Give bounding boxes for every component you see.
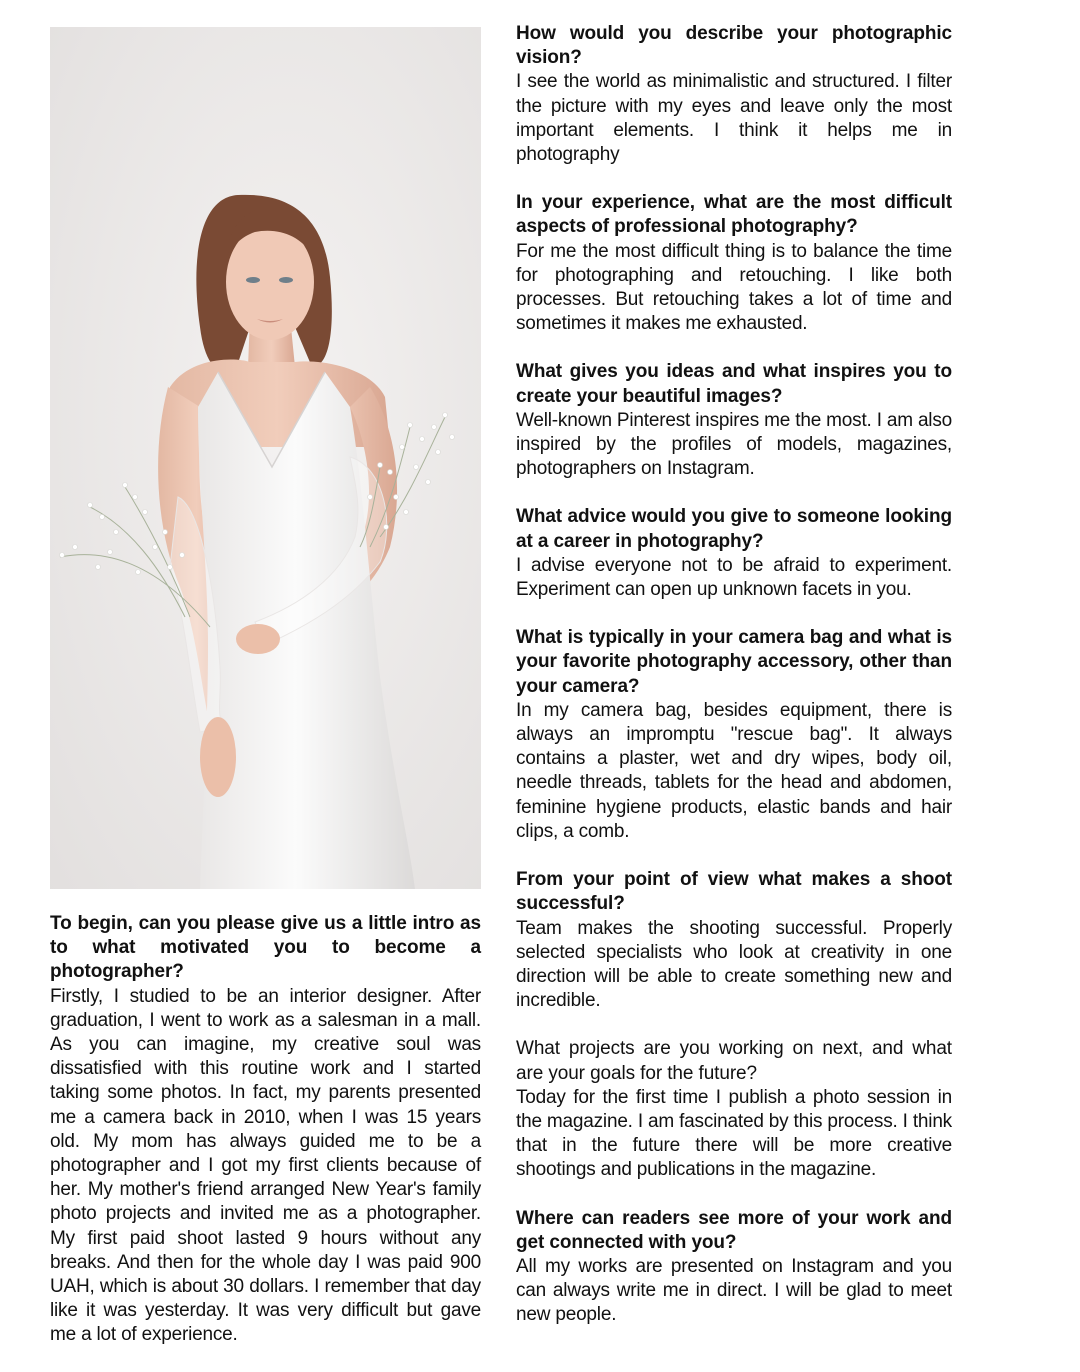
right-column: [516, 22, 952, 1352]
answer: All my works are presented on Instagram and you can always write me in direct. I will be glad to meet new people.: [516, 1255, 952, 1326]
question: Where can readers see more of your work and get connected with you?: [516, 1207, 952, 1253]
left-column: [50, 912, 481, 1372]
qa-connect: [516, 1207, 952, 1328]
question: What is typically in your camera bag and what is your favorite photography accessory, other than your camera?: [516, 627, 952, 697]
qa-camera-bag: [516, 626, 952, 844]
question: From your point of view what makes a shoot successful?: [516, 869, 952, 915]
answer: For me the most difficult thing is to balance the time for photographing and retouching. I like both processes. But retouching takes a lot of time and sometimes it makes me exhausted.: [516, 240, 952, 335]
answer: I see the world as minimalistic and structured. I filter the picture with my eyes and leave only the most important elements. I think it helps me in photography: [516, 71, 952, 166]
qa-future-projects: [516, 1037, 952, 1182]
model-photo: [50, 27, 481, 889]
intro-question: To begin, can you please give us a little intro as to what motivated you to become a photographer?: [50, 913, 481, 983]
question: What projects are you working on next, and what are your goals for the future?: [516, 1038, 952, 1084]
qa-difficult-aspects: [516, 191, 952, 336]
qa-advice: [516, 505, 952, 602]
intro-qa: [50, 912, 481, 1348]
intro-answer: Firstly, I studied to be an interior designer. After graduation, I went to work as a salesman in a mall. As you can imagine, my creative soul was dissatisfied with this routine work and I started taking some photos. In fact, my parents presented me a camera back in 2010, when I was 15 years old. My mom has always guided me to be a photographer and I got my first clients because of her. My mother's friend arranged New Year's family photo projects and invited me as a photographer. My first paid shoot lasted 9 hours without any breaks. And then for the whole day I was paid 900 UAH, which is about 30 dollars. I remember that day like it was yesterday. It was very difficult but gave me a lot of experience.: [50, 985, 481, 1346]
answer: Well-known Pinterest inspires me the most. I am also inspired by the profiles of models, magazines, photographers on Instagram.: [516, 409, 952, 480]
answer: Team makes the shooting successful. Properly selected specialists who look at creativity in one direction will be able to create something new and incredible.: [516, 917, 952, 1012]
question: In your experience, what are the most difficult aspects of professional photography?: [516, 192, 952, 238]
qa-inspiration: [516, 360, 952, 481]
answer: I advise everyone not to be afraid to experiment. Experiment can open up unknown facets in you.: [516, 554, 952, 601]
qa-successful-shoot: [516, 868, 952, 1013]
question: What advice would you give to someone looking at a career in photography?: [516, 506, 952, 552]
answer: Today for the first time I publish a photo session in the magazine. I am fascinated by this process. I think that in the future there will be more creative shootings and publications in the magazine.: [516, 1086, 952, 1181]
question: What gives you ideas and what inspires you to create your beautiful images?: [516, 361, 952, 407]
question: How would you describe your photographic vision?: [516, 23, 952, 69]
answer: In my camera bag, besides equipment, there is always an impromptu "rescue bag". It always contains a plaster, wet and dry wipes, body oil, needle threads, tablets for the head and abdomen, feminine hygiene products, elastic bands and hair clips, a comb.: [516, 699, 952, 842]
qa-vision: [516, 22, 952, 167]
